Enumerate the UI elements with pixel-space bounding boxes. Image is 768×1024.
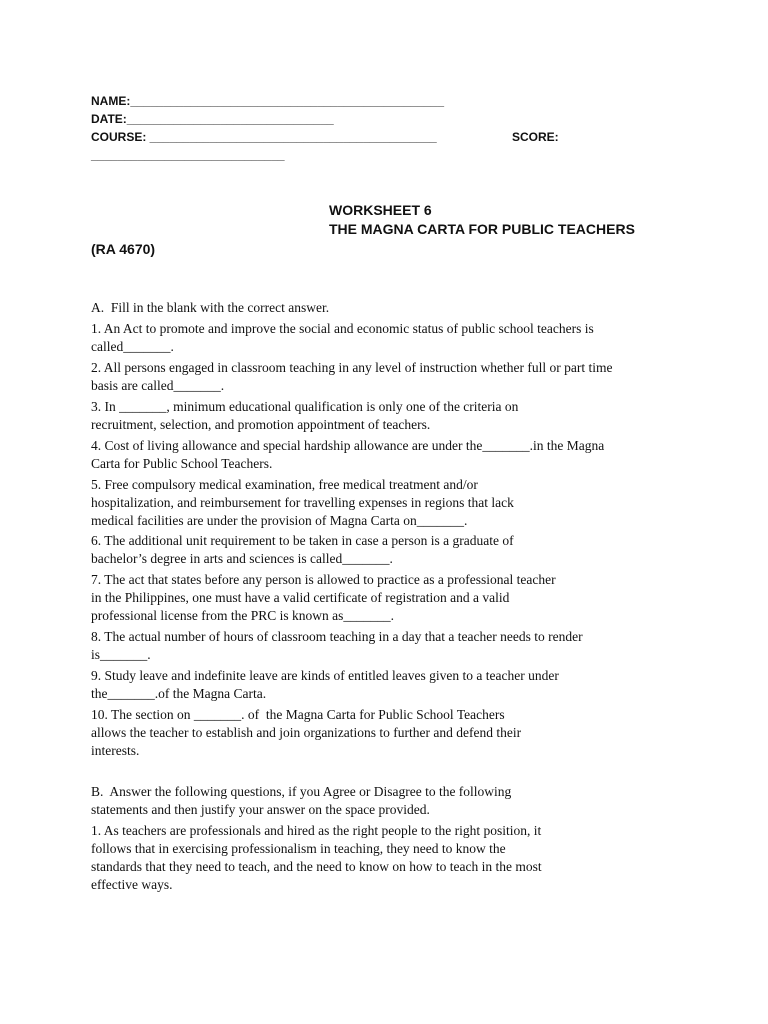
section-a-instruction: A. Fill in the blank with the correct answer. <box>91 300 330 315</box>
question-item: 3. In _______, minimum educational qualification is only one of the criteria on recruitment, selection, and promotion appointment of teachers. <box>91 399 519 432</box>
question-item: 10. The section on _______. of the Magna Carta for Public School Teachers allows the teacher to establish and join organizations to further and defend their interests. <box>91 707 522 758</box>
course-field: COURSE: ___________________________________________ <box>91 130 437 144</box>
question-item: 9. Study leave and indefinite leave are kinds of entitled leaves given to a teacher under the_______.of the Magna Carta. <box>91 668 559 701</box>
question-item: 6. The additional unit requirement to be taken in case a person is a graduate of bachelor’s degree in arts and sciences is called_______. <box>91 533 514 566</box>
worksheet-title: WORKSHEET 6 <box>329 202 432 218</box>
date-field: DATE:_______________________________ <box>91 112 334 126</box>
question-item: 8. The actual number of hours of classroom teaching in a day that a teacher needs to render is_______. <box>91 629 583 662</box>
question-item: 5. Free compulsory medical examination, free medical treatment and/or hospitalization, and reimbursement for travelling expenses in regions that lack medical facilities are under the provision of Magna Carta on_______. <box>91 477 514 528</box>
score-label: SCORE: <box>512 130 559 144</box>
question-item: 4. Cost of living allowance and special hardship allowance are under the_______.in the Magna Carta for Public School Teachers. <box>91 438 605 471</box>
score-field-line: _____________________________ <box>91 148 285 162</box>
name-field: NAME:_______________________________________________ <box>91 94 444 108</box>
question-item: 1. An Act to promote and improve the social and economic status of public school teachers is called_______. <box>91 321 594 354</box>
section-b-instruction: B. Answer the following questions, if you Agree or Disagree to the following statements and then justify your answer on the space provided. <box>91 784 512 817</box>
republic-act-label: (RA 4670) <box>91 241 156 257</box>
statement-item: 1. As teachers are professionals and hired as the right people to the right position, it follows that in exercising professionalism in teaching, they need to know the standards that they need to teach, and the need to know on how to teach in the most effective ways. <box>91 823 542 892</box>
question-item: 7. The act that states before any person is allowed to practice as a professional teacher in the Philippines, one must have a valid certificate of registration and a valid professional license from the PRC is known as_______. <box>91 572 556 623</box>
document-title: THE MAGNA CARTA FOR PUBLIC TEACHERS <box>329 221 635 237</box>
question-item: 2. All persons engaged in classroom teaching in any level of instruction whether full or part time basis are called_______. <box>91 360 613 393</box>
